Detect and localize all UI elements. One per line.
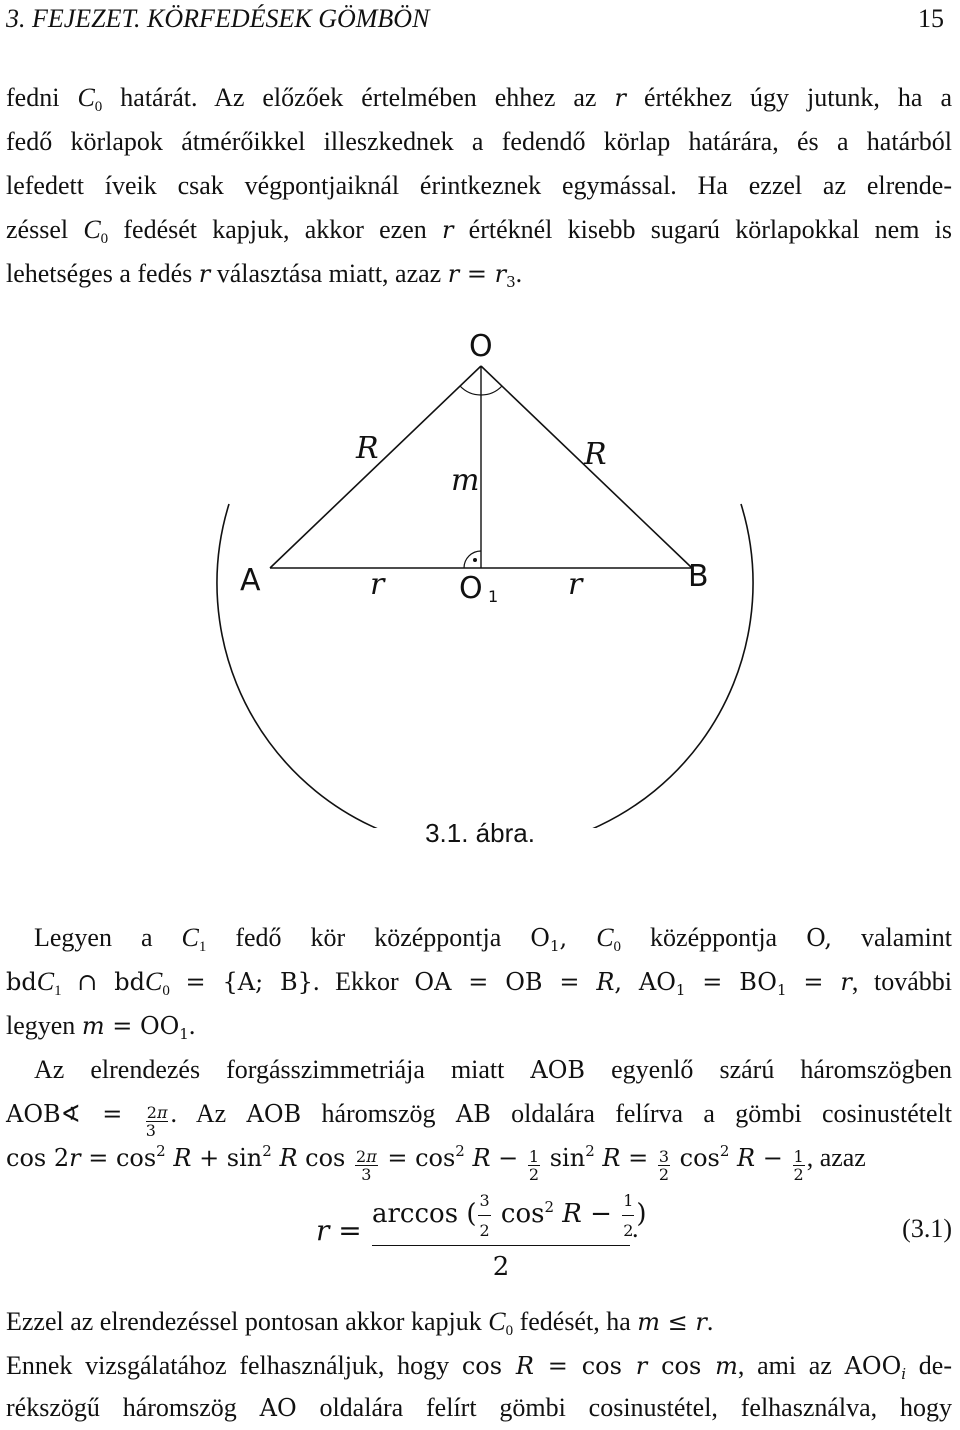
paragraph-3-line-1: Az elrendezés forgásszimmetriája miatt AOB egyenlő szárú háromszögben <box>34 1055 952 1084</box>
segment-OA <box>270 366 481 568</box>
paragraph-1-line-5: lehetséges a fedés r választása miatt, azaz $r = r_3$. <box>6 259 523 291</box>
right-angle-arc <box>464 551 481 568</box>
page-header <box>6 4 944 38</box>
label-r-left: r <box>370 567 385 602</box>
label-m: m <box>451 463 480 498</box>
label-r-right: r <box>568 567 583 602</box>
paragraph-2-line-3: legyen $m = OO_1$. <box>6 1011 196 1043</box>
label-R-left: R <box>356 431 379 466</box>
figure-3-1 <box>0 318 960 828</box>
paragraph-4-line-2: Ennek vizsgálatához felhasználjuk, hogy cos R = cos r cos m, ami az $AOO_i$ de- <box>6 1351 952 1383</box>
paragraph-1-line-3: lefedett íveik csak végpontjaiknál érintkeznek egymással. Ha ezzel az elrende- <box>6 171 952 200</box>
equation-3-1: r = arccos ( $\frac{3}{2}$ $\cos^2 R$ − $\frac{1}{2}$ ) 2 . (3.1) <box>316 1191 952 1282</box>
label-O1-subscript: 1 <box>488 587 499 606</box>
paragraph-2-line-2: bdC$_1$ ∩ bdC$_0$ = {A; B}. Ekkor OA = OB = R, $AO_1 = BO_1 = r$, további <box>6 967 953 999</box>
covering-circle-arc <box>217 504 753 828</box>
paragraph-1-line-2: fedő körlapok átmérőikkel illeszkednek a fedendő körlap határára, és a határból <box>6 127 952 156</box>
paragraph-3-line-3: $\cos 2r = \cos^2 R + \sin^2 R$ cos $\frac{2\pi}{3}$ = $\cos^2 R$ − $\frac{1}{2}$ $\sin^2 R$ = $\frac{3}{2}$ $\cos^2 R$ − $\frac{1}{2}$ , azaz <box>6 1142 866 1184</box>
label-A: A <box>240 563 261 598</box>
paragraph-4-line-1: Ezzel az elrendezéssel pontosan akkor kapjuk $C_0$ fedését, ha m ≤ r. <box>6 1307 714 1339</box>
page-number: 15 <box>918 4 944 33</box>
figure-caption: 3.1. ábra. <box>425 818 535 848</box>
equation-number: (3.1) <box>902 1214 952 1243</box>
paragraph-4-line-3: rékszögű háromszög AO oldalára felírt gömbi cosinustétel, felhasználva, hogy <box>6 1393 953 1422</box>
label-B: B <box>688 559 709 594</box>
paragraph-1-line-1: fedni $C_0$ határát. Az előzőek értelmében ehhez az r értékhez úgy jutunk, ha a <box>6 83 953 115</box>
paragraph-3-line-2: AOB∢ = $\frac{2\pi}{3}$ . Az AOB háromszög AB oldalára felírva a gömbi cosinustételt <box>6 1099 952 1140</box>
label-O: O <box>469 329 493 364</box>
chapter-title: 3. FEJEZET. KÖRFEDÉSEK GÖMBÖN <box>6 4 430 33</box>
equation-fraction: arccos ( $\frac{3}{2}$ $\cos^2 R$ − $\frac{1}{2}$ ) 2 <box>372 1191 647 1282</box>
paragraph-2-line-1: Legyen a $C_1$ fedő kör középpontja $O_1$, $C_0$ középpontja O, valamint <box>34 923 952 955</box>
paragraph-1-line-4: zéssel $C_0$ fedését kapjuk, akkor ezen r értéknél kisebb sugarú körlapokkal nem is <box>6 215 952 247</box>
label-O1: O <box>459 571 483 606</box>
label-R-right: R <box>584 437 607 472</box>
right-angle-dot <box>473 558 477 562</box>
circle-diagram <box>0 318 960 828</box>
